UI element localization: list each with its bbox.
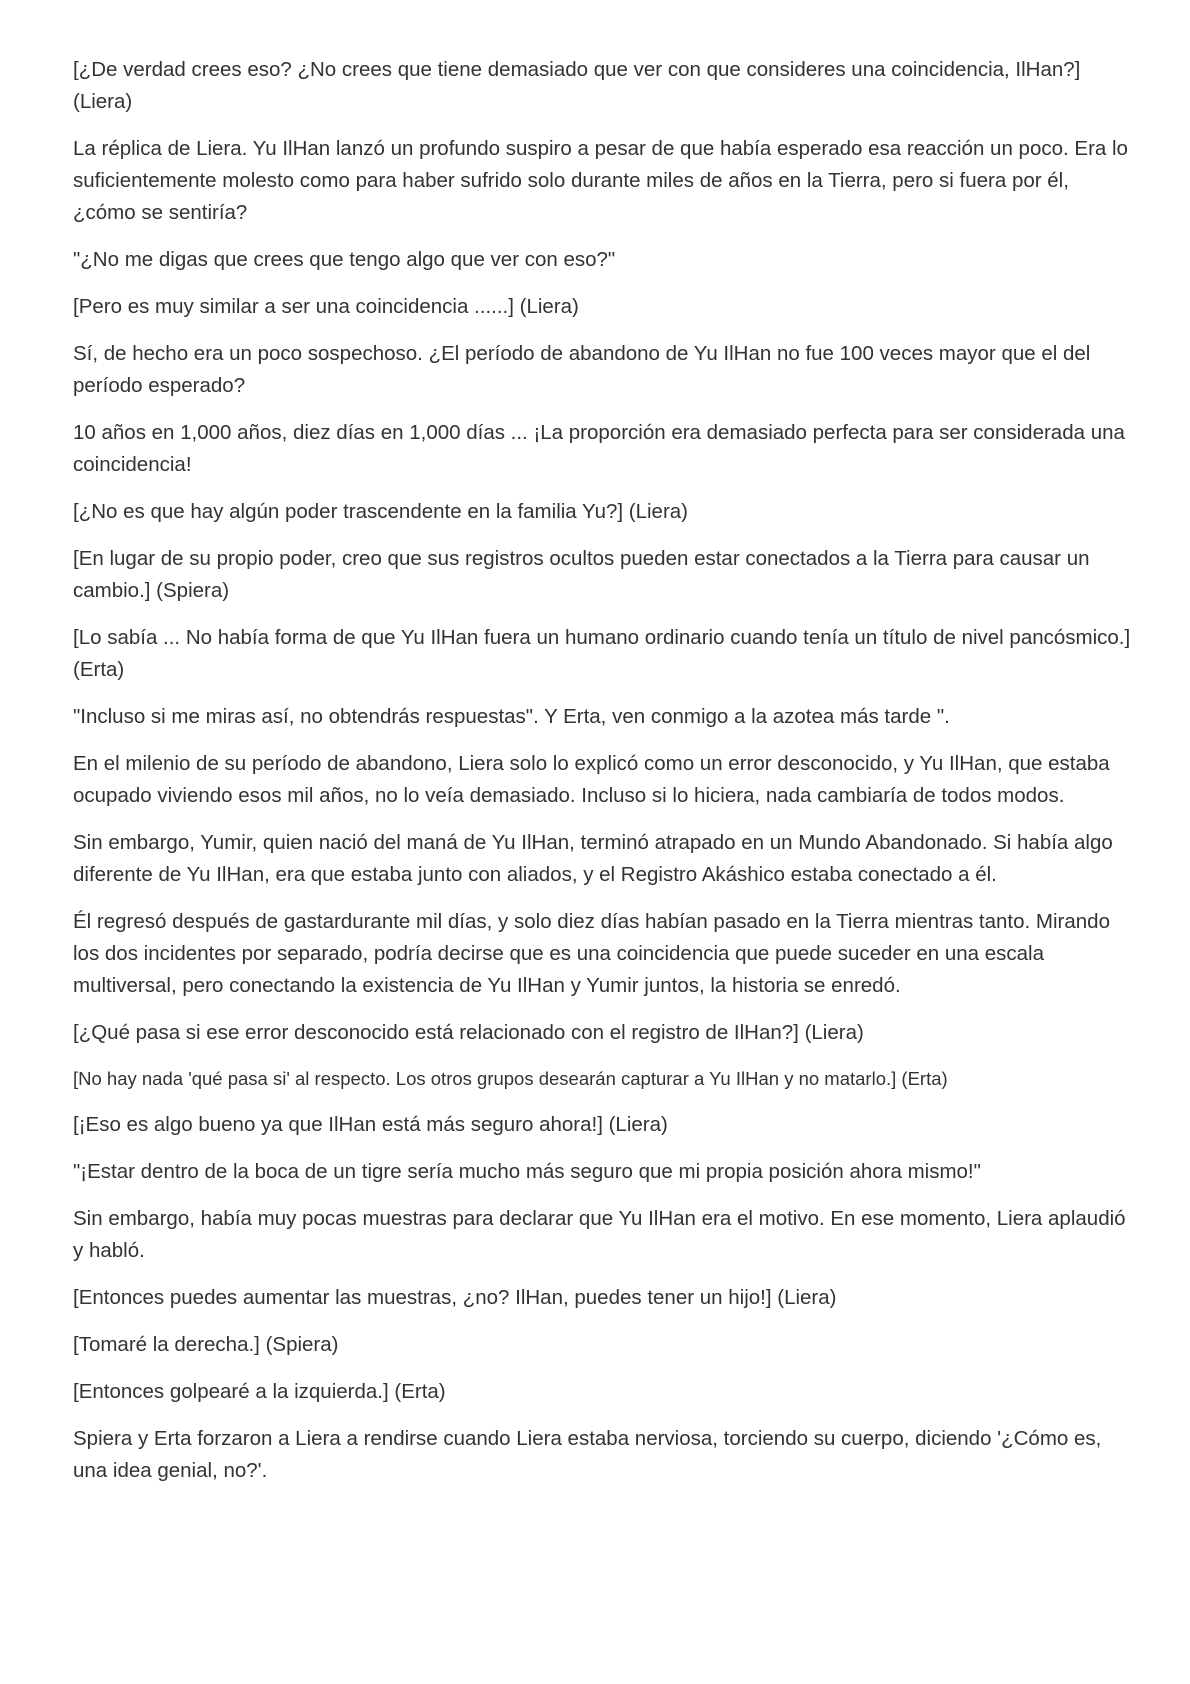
paragraph-5: Sí, de hecho era un poco sospechoso. ¿El período de abandono de Yu IlHan no fue 100 veces mayor que el del período esperado?	[73, 342, 1091, 397]
paragraph-7: [¿No es que hay algún poder trascendente en la familia Yu?] (Liera)	[73, 500, 688, 523]
paragraph-11: En el milenio de su período de abandono, Liera solo lo explicó como un error desconocido, y Yu IlHan, que estaba ocupado viviendo esos mil años, no lo veía demasiado. Incluso si lo hiciera, nada cambiaría de todos modos.	[73, 752, 1110, 807]
paragraph-10: "Incluso si me miras así, no obtendrás respuestas". Y Erta, ven conmigo a la azotea más tarde ".	[73, 705, 950, 728]
paragraph-18: Sin embargo, había muy pocas muestras para declarar que Yu IlHan era el motivo. En ese momento, Liera aplaudió y habló.	[73, 1207, 1126, 1262]
paragraph-8: [En lugar de su propio poder, creo que sus registros ocultos pueden estar conectados a la Tierra para causar un cambio.] (Spiera)	[73, 547, 1090, 602]
paragraph-2: La réplica de Liera. Yu IlHan lanzó un profundo suspiro a pesar de que había esperado esa reacción un poco. Era lo suficientemente molesto como para haber sufrido solo durante miles de años en la Tierra, pero si fuera por él, ¿cómo se sentiría?	[73, 137, 1128, 224]
paragraph-17: "¡Estar dentro de la boca de un tigre sería mucho más seguro que mi propia posición ahora mismo!"	[73, 1160, 981, 1183]
paragraph-22: Spiera y Erta forzaron a Liera a rendirse cuando Liera estaba nerviosa, torciendo su cuerpo, diciendo '¿Cómo es, una idea genial, no?'.	[73, 1427, 1102, 1482]
paragraph-13: Él regresó después de gastardurante mil días, y solo diez días habían pasado en la Tierra mientras tanto. Mirando los dos incidentes por separado, podría decirse que es una coincidencia que puede suceder en una escala multiversal, pero conectando la existencia de Yu IlHan y Yumir juntos, la historia se enredó.	[73, 910, 1110, 997]
paragraph-20: [Tomaré la derecha.] (Spiera)	[73, 1333, 339, 1356]
paragraph-9: [Lo sabía ... No había forma de que Yu IlHan fuera un humano ordinario cuando tenía un título de nivel pancósmico.] (Erta)	[73, 626, 1131, 681]
paragraph-15: [No hay nada 'qué pasa si' al respecto. Los otros grupos desearán capturar a Yu IlHan y no matarlo.] (Erta)	[73, 1068, 948, 1089]
paragraph-16: [¡Eso es algo bueno ya que IlHan está más seguro ahora!] (Liera)	[73, 1113, 668, 1136]
paragraph-12: Sin embargo, Yumir, quien nació del maná de Yu IlHan, terminó atrapado en un Mundo Abandonado. Si había algo diferente de Yu IlHan, era que estaba junto con aliados, y el Registro Akáshico estaba conectado a él.	[73, 831, 1113, 886]
paragraph-14: [¿Qué pasa si ese error desconocido está relacionado con el registro de IlHan?] (Liera)	[73, 1021, 864, 1044]
paragraph-3: "¿No me digas que crees que tengo algo que ver con eso?"	[73, 248, 616, 271]
paragraph-4: [Pero es muy similar a ser una coincidencia ......] (Liera)	[73, 295, 579, 318]
paragraph-6: 10 años en 1,000 años, diez días en 1,000 días ... ¡La proporción era demasiado perfecta para ser considerada una coincidencia!	[73, 421, 1125, 476]
paragraph-19: [Entonces puedes aumentar las muestras, ¿no? IlHan, puedes tener un hijo!] (Liera)	[73, 1286, 837, 1309]
document-page	[73, 54, 1133, 1502]
paragraph-21: [Entonces golpearé a la izquierda.] (Erta)	[73, 1380, 446, 1403]
paragraph-1: [¿De verdad crees eso? ¿No crees que tiene demasiado que ver con que consideres una coincidencia, IlHan?] (Liera)	[73, 58, 1081, 113]
